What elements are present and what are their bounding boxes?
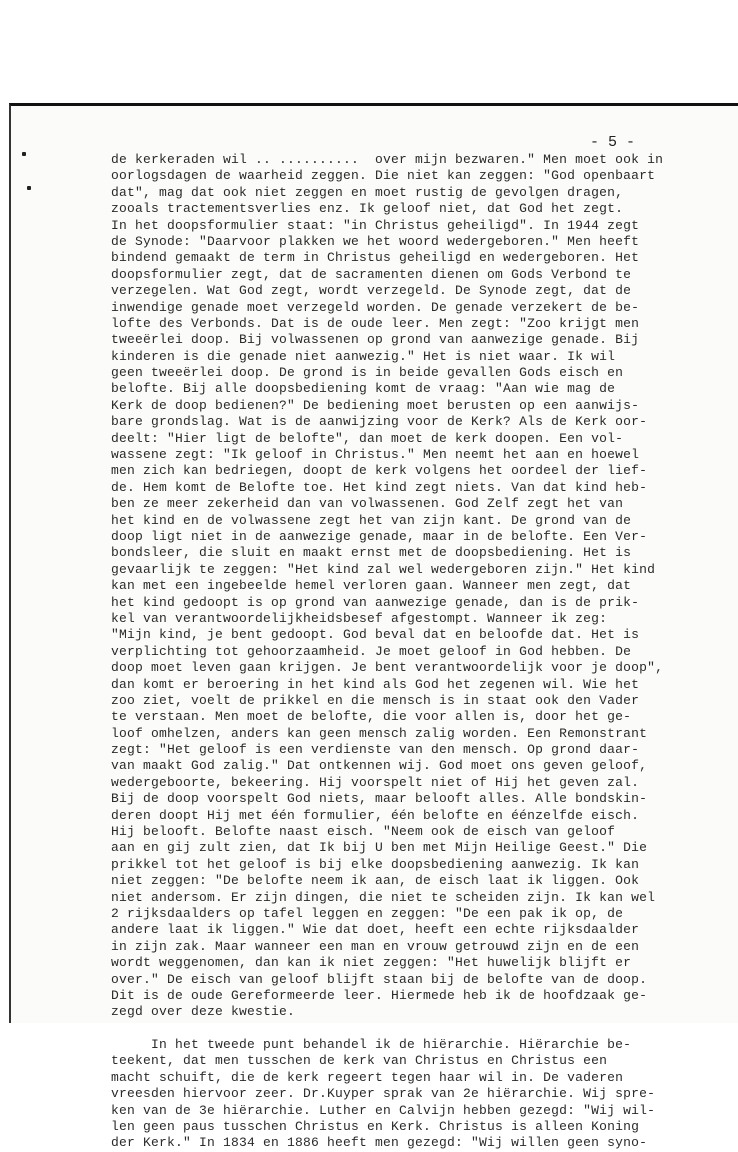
- text-line: zooals tractementsverlies enz. Ik geloof niet, dat God het zegt.: [111, 201, 624, 217]
- text-line: lofte des Verbonds. Dat is de oude leer. Men zegt: "Zoo krijgt men: [111, 315, 640, 331]
- text-line: wedergeboorte, bekeering. Hij voorspelt niet of Hij het geven zal.: [111, 774, 640, 790]
- text-line: bare grondslag. Wat is de aanwijzing voor de Kerk? Als de Kerk oor-: [111, 414, 648, 430]
- text-line: In het doopsformulier staat: "in Christus geheiligd". In 1944 zegt: [111, 217, 640, 233]
- text-line: tweeërlei doop. Bij volwassenen op grond van aanwezige genade. Bij: [111, 332, 640, 348]
- text-line: doopsformulier zegt, dat de sacramenten dienen om Gods Verbond te: [111, 266, 632, 282]
- text-line: "Mijn kind, je bent gedoopt. God beval dat en beloofde dat. Het is: [111, 627, 640, 643]
- text-line: vreesden hiervoor zeer. Dr.Kuyper sprak van 2e hiërarchie. Wij spre-: [111, 1086, 656, 1102]
- text-line: len geen paus tusschen Christus en Kerk. Christus is alleen Koning: [111, 1119, 640, 1135]
- text-line: deelt: "Hier ligt de belofte", dan moet de kerk doopen. Een vol-: [111, 430, 624, 446]
- text-line: geen tweeërlei doop. De grond is in beide gevallen Gods eisch en: [111, 365, 624, 381]
- text-line: In het tweede punt behandel ik de hiërarchie. Hiërarchie be-: [111, 1037, 632, 1053]
- text-line: der Kerk." In 1834 en 1886 heeft men gezegd: "Wij willen geen syno-: [111, 1135, 648, 1151]
- text-line: te verstaan. Men moet de belofte, die voor allen is, door het ge-: [111, 709, 632, 725]
- text-line: belofte. Bij alle doopsbediening komt de vraag: "Aan wie mag de: [111, 381, 616, 397]
- text-line: doop ligt niet in de aanwezige genade, maar in de belofte. Een Ver-: [111, 528, 648, 544]
- text-line: niet andersom. Er zijn dingen, die niet te scheiden zijn. Ik kan wel: [111, 889, 656, 905]
- text-line: dat", mag dat ook niet zeggen en moet rustig de gevolgen dragen,: [111, 184, 624, 200]
- text-line: ken van de 3e hiërarchie. Luther en Calvijn hebben gezegd: "Wij wil-: [111, 1102, 656, 1118]
- text-line: de kerkeraden wil .. .......... over mijn bezwaren." Men moet ook in: [111, 152, 664, 167]
- text-line: bondsleer, die sluit en maakt ernst met de doopsbediening. Het is: [111, 545, 632, 561]
- text-line: de Synode: "Daarvoor plakken we het woord wedergeboren." Men heeft: [111, 233, 640, 249]
- text-line: de. Hem komt de Belofte toe. Het kind zegt niets. Van dat kind heb-: [111, 479, 648, 495]
- text-line: kel van verantwoordelijkheidsbesef afgestompt. Wanneer ik zeg:: [111, 610, 608, 626]
- text-line: teekent, dat men tusschen de kerk van Christus en Christus een: [111, 1053, 608, 1069]
- text-line: Bij de doop voorspelt God niets, maar belooft alles. Alle bondskin-: [111, 791, 648, 807]
- text-line: prikkel tot het geloof is bij elke doopsbediening aanwezig. Ik kan: [111, 856, 640, 872]
- body-text: [111, 152, 731, 1152]
- text-line: ben ze meer zekerheid dan van volwassenen. God Zelf zegt het van: [111, 496, 624, 512]
- text-line: deren doopt Hij met één formulier, één belofte en éénzelfde eisch.: [111, 807, 640, 823]
- text-line: zegt: "Het geloof is een verdienste van den mensch. Op grond daar-: [111, 742, 640, 758]
- text-line: het kind gedoopt is op grond van aanwezige genade, dan is de prik-: [111, 594, 640, 610]
- text-line: men zich kan bedriegen, doopt de kerk volgens het oordeel der lief-: [111, 463, 648, 479]
- text-line: bindend gemaakt de term in Christus geheiligd en wedergeboren. Het: [111, 250, 640, 266]
- text-line: in zijn zak. Maar wanneer een man en vrouw getrouwd zijn en de een: [111, 938, 640, 954]
- text-line: van maakt God zalig." Dat ontkennen wij. God moet ons geven geloof,: [111, 758, 648, 774]
- text-line: doop moet leven gaan krijgen. Je bent verantwoordelijk voor je doop",: [111, 660, 664, 676]
- text-line: Kerk de doop bedienen?" De bediening moet berusten op een aanwijs-: [111, 397, 640, 413]
- text-line: het kind en de volwassene zegt het van zijn kant. De grond van de: [111, 512, 632, 528]
- text-line: zegd over deze kwestie.: [111, 1004, 296, 1020]
- punch-mark: [27, 186, 31, 190]
- text-line: kinderen is die genade niet aanwezig." Het is niet waar. Ik wil: [111, 348, 616, 364]
- text-line: zoo ziet, voelt de prikkel en die mensch is in staat ook den Vader: [111, 692, 640, 708]
- text-line: aan en gij zult zien, dat Ik bij U ben met Mijn Heilige Geest." Die: [111, 840, 648, 856]
- text-line: niet zeggen: "De belofte neem ik aan, de eisch laat ik liggen. Ook: [111, 873, 640, 889]
- text-line: over." De eisch van geloof blijft staan bij de belofte van de doop.: [111, 971, 648, 987]
- text-line: dan komt er beroering in het kind als God het zegenen wil. Wie het: [111, 676, 640, 692]
- text-line: gevaarlijk te zeggen: "Het kind zal wel wedergeboren zijn." Het kind: [111, 561, 656, 577]
- punch-mark: [22, 152, 26, 156]
- text-line: andere laat ik liggen." Wie dat doet, heeft een echte rijksdaalder: [111, 922, 640, 938]
- text-line: 2 rijksdaalders op tafel leggen en zeggen: "De een pak ik op, de: [111, 905, 624, 921]
- text-line: Dit is de oude Gereformeerde leer. Hiermede heb ik de hoofdzaak ge-: [111, 987, 648, 1003]
- text-line: Hij belooft. Belofte naast eisch. "Neem ook de eisch van geloof: [111, 824, 616, 840]
- text-line: kan met een ingebeelde hemel verloren gaan. Wanneer men zegt, dat: [111, 578, 632, 594]
- text-line: macht schuift, die de kerk regeert tegen haar wil in. De vaderen: [111, 1069, 624, 1085]
- text-line: verplichting tot gehoorzaamheid. Je moet geloof in God hebben. De: [111, 643, 632, 659]
- text-line: wordt weggenomen, dan kan ik niet zeggen: "Het huwelijk blijft er: [111, 955, 632, 971]
- text-line: verzegelen. Wat God zegt, wordt verzegeld. De Synode zegt, dat de: [111, 283, 632, 299]
- text-line: oorlogsdagen de waarheid zeggen. Die niet kan zeggen: "God openbaart: [111, 168, 656, 184]
- text-line: inwendige genade moet verzegeld worden. De genade verzekert de be-: [111, 299, 640, 315]
- text-line: [111, 1021, 731, 1037]
- text-line: wassene zegt: "Ik geloof in Christus." Men neemt het aan en hoewel: [111, 447, 640, 463]
- text-line: loof omhelzen, anders kan geen mensch zalig worden. Een Remonstrant: [111, 725, 648, 741]
- page-number: - 5 -: [590, 134, 636, 151]
- scan-margin: [0, 0, 738, 103]
